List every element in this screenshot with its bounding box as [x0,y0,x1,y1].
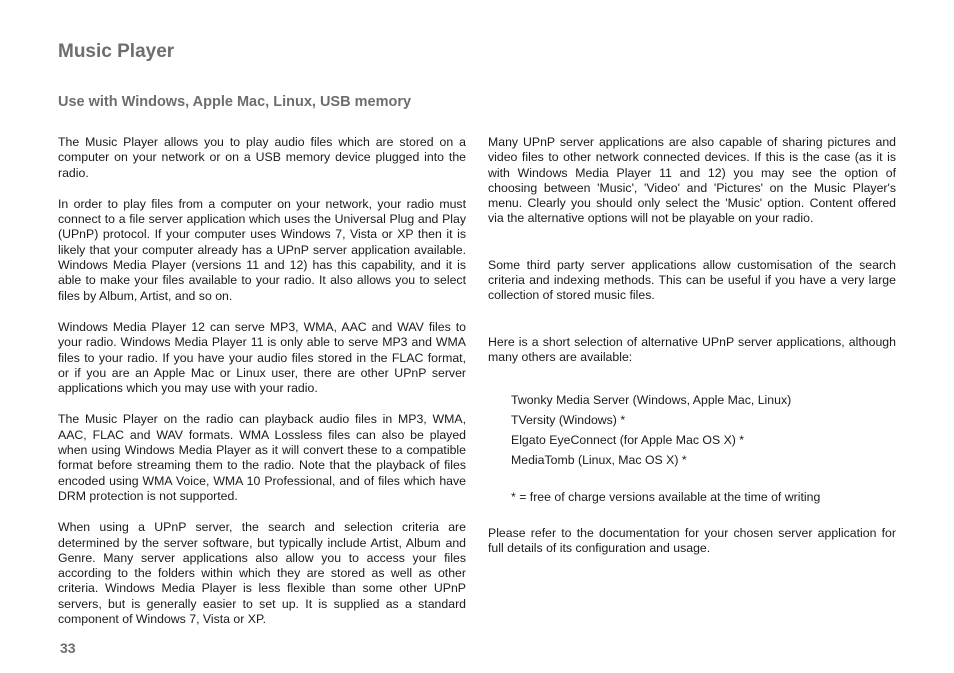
list-item: TVersity (Windows) * [511,413,626,428]
page-title: Music Player [58,41,175,62]
paragraph-playback-formats: The Music Player on the radio can playback audio files in MP3, WMA, AAC, FLAC and WAV formats. WMA Lossless files can also be played when using Windows Media Player as it will convert these to a compatible format before streaming them to the radio. Note that the playback of files encoded using WMA Voice, WMA 10 Professional, and of files which have DRM protection is not supported. [58,412,466,503]
paragraph-wmp-formats: Windows Media Player 12 can serve MP3, WMA, AAC and WAV files to your radio. Windows Media Player 11 is only able to serve MP3 and WMA files to your radio. If you have your audio files stored in the FLAC format, or if you are an Apple Mac or Linux user, there are other UPnP server applications which you may use with your radio. [58,319,466,396]
server-list [511,390,896,470]
paragraph-search-criteria: When using a UPnP server, the search and selection criteria are determined by the server software, but typically include Artist, Album and Genre. Many server applications also allow you to access your files according to the folders within which they are stored as well as other criteria. Windows Media Player is less flexible than some other UPnP servers, but is generally easier to set up. It is supplied as a standard component of Windows 7, Vista or XP. [58,520,466,627]
paragraph-customisation: Some third party server applications allow customisation of the search criteria and indexing methods. This can be useful if you have a very large collection of stored music files. [488,257,896,303]
list-item: MediaTomb (Linux, Mac OS X) * [511,453,687,468]
paragraph-intro: The Music Player allows you to play audio files which are stored on a computer on your network or on a USB memory device plugged into the radio. [58,135,466,180]
right-column [488,135,896,556]
list-item: Twonky Media Server (Windows, Apple Mac, Linux) [511,393,792,408]
paragraph-closing: Please refer to the documentation for your chosen server application for full details of its configuration and usage. [488,525,896,555]
page-number: 33 [60,640,76,656]
paragraph-alternatives: Here is a short selection of alternative UPnP server applications, although many others are available: [488,334,896,364]
paragraph-sharing: Many UPnP server applications are also capable of sharing pictures and video files to other network connected devices. If this is the case (as it is with Windows Media Player 11 and 12) you may see the option of choosing between 'Music', 'Video' and 'Pictures' on the Music Player's menu. Clearly you should only select the 'Music' option. Content offered via the alternative options will not be playable on your radio. [488,135,896,226]
section-subtitle: Use with Windows, Apple Mac, Linux, USB memory [58,94,412,110]
left-column [58,135,466,627]
paragraph-upnp: In order to play files from a computer on your network, your radio must connect to a file server application which uses the Universal Plug and Play (UPnP) protocol. If your computer uses Windows 7, Vista or XP then it is likely that your computer already has a UPnP server application available. Windows Media Player (versions 11 and 12) has this capability, and it is able to make your files available to your radio. It also allows you to select files by Album, Artist, and so on. [58,196,466,303]
footnote: * = free of charge versions available at the time of writing [511,490,821,505]
list-item: Elgato EyeConnect (for Apple Mac OS X) * [511,433,745,448]
